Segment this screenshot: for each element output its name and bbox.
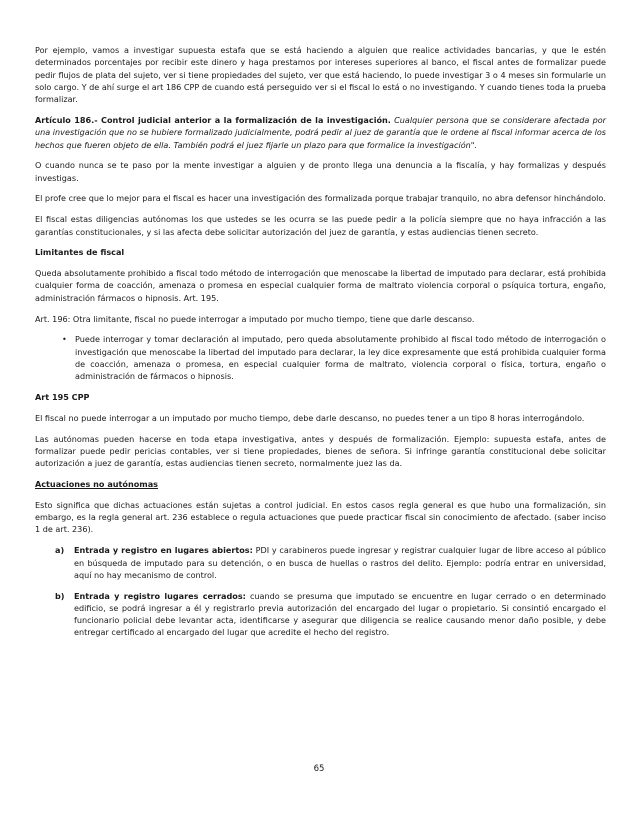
paragraph-denuncia: O cuando nunca se te paso por la mente investigar a alguien y de pronto llega una denuncia a la fiscalía, y hay formalizas y después investigas. [35,160,606,183]
art-195-heading: Art 195 CPP [35,392,90,403]
list-item-a [55,544,606,581]
article-186-text: Cualquier persona que se considerare afectada por una investigación que no se hubiere formalizado judicialmente, podrá pedir al juez de garantía que le ordene al fiscal informar acerca de los hechos que fueren objeto de ella. También podrá el juez fijarle un plazo para que formalice la investigación". [35,114,607,150]
paragraph-diligencias: El fiscal estas diligencias autónomas los que ustedes se les ocurra se las puede pedir a la policía siempre que no haya infracción a las garantías constitucionales, y si las afecta debe solicitar autorización del juez de garantía, y estas audiencias tienen secreto. [35,214,606,237]
list-marker: a) [55,545,65,556]
list-marker: b) [55,590,65,601]
limitantes-heading: Limitantes de fiscal [35,247,125,258]
paragraph-prohibicion: Queda absolutamente prohibido a fiscal todo método de interrogación que menoscabe la libertad de imputado para declarar, está prohibida cualquier forma de coacción, amenaza o promesa en especial cualquier forma de maltrato violencia corporal o psíquica tortura, engaño, administración fármacos o hipnosis. Art. 195. [35,268,606,303]
article-186-heading: Artículo 186.- Control judicial anterior a la formalización de la investigación. [35,114,391,125]
paragraph-profe: El profe cree que lo mejor para el fiscal es hacer una investigación des formalizada porque trabajar tranquilo, no abra defensor hinchándolo. [35,193,606,204]
article-186-paragraph [35,114,606,151]
item-a-text: PDI y carabineros puede ingresar y registrar cualquier lugar de libre acceso al público en búsqueda de imputado para su detención, o en busca de huellas o rastros del delito. Ejemplo: podría entrar en universidad, aquí no hay mecanismo de control. [74,545,607,580]
bullet-list [35,333,606,382]
page-number: 65 [313,764,325,774]
paragraph-example: Por ejemplo, vamos a investigar supuesta estafa que se está haciendo a alguien que realice actividades bancarias, y que le estén determinados porcentajes por recibir este dinero y haga prestamos por intereses superiores al banco, el fiscal antes de formalizar puede pedir flujos de plata del sujeto, ver si tiene propiedades del sujeto, ver que está haciendo, lo puede investigar 3 o 4 meses sin formularle un solo cargo. Y de ahí surge el art 186 CPP de cuando está perseguido ver si el fiscal lo está o no investigando. Y cuando tienes toda la prueba formalizar. [35,45,606,105]
paragraph-art-196: Art. 196: Otra limitante, fiscal no puede interrogar a imputado por mucho tiempo, tiene que darle descanso. [35,313,475,324]
item-b-title: Entrada y registro lugares cerrados: [74,590,246,601]
list-item-b [55,590,606,639]
item-b-text: cuando se presuma que imputado se encuentre en lugar cerrado o en determinado edificio, se podrá ingresar a él y registrarlo previa autorización del encargado del lugar o propietario. Si consintió encargado el funcionario policial debe levantar acta, identificarse y asegurar que diligencia se realice causando menor daño posible, y debe entregar certificado al encargado del lugar que acredite el hecho del registro. [74,590,606,638]
paragraph-autonomas: Las autónomas pueden hacerse en toda etapa investigativa, antes y después de formalización. Ejemplo: supuesta estafa, antes de formalizar puede pedir pericias contables, ver si tiene propiedades, bienes de señora. Si infringe garantía constitucional debe solicitar autorización a juez de garantía, estas audiencias tienen secreto, normalmente juez las da. [35,433,606,469]
actuaciones-list [35,544,606,639]
paragraph-descanso: El fiscal no puede interrogar a un imputado por mucho tiempo, debe darle descanso, no puedes tener a un tipo 8 horas interrogándolo. [35,412,585,423]
item-a-title: Entrada y registro en lugares abiertos: [74,545,253,556]
paragraph-control-judicial: Esto significa que dichas actuaciones están sujetas a control judicial. En estos casos regla general es que hubo una formalización, sin embargo, es la regla general art. 236 establece o regula actuaciones que puede practicar fiscal sin conocimiento de afectado. (saber inciso 1 de art. 236). [35,499,606,535]
list-item: • Puede interrogar y tomar declaración al imputado, pero queda absolutamente prohibido al fiscal todo método de interrogación o investigación que menoscabe la libertad del imputado para declarar, la ley dice expresamente que está prohibida cualquier forma de coacción, amenaza o promesa, en especial cualquier forma de maltrato, violencia corporal o física, tortura, engaño o administración de fármacos o hipnosis. [75,333,606,382]
actuaciones-heading: Actuaciones no autónomas [35,479,159,490]
